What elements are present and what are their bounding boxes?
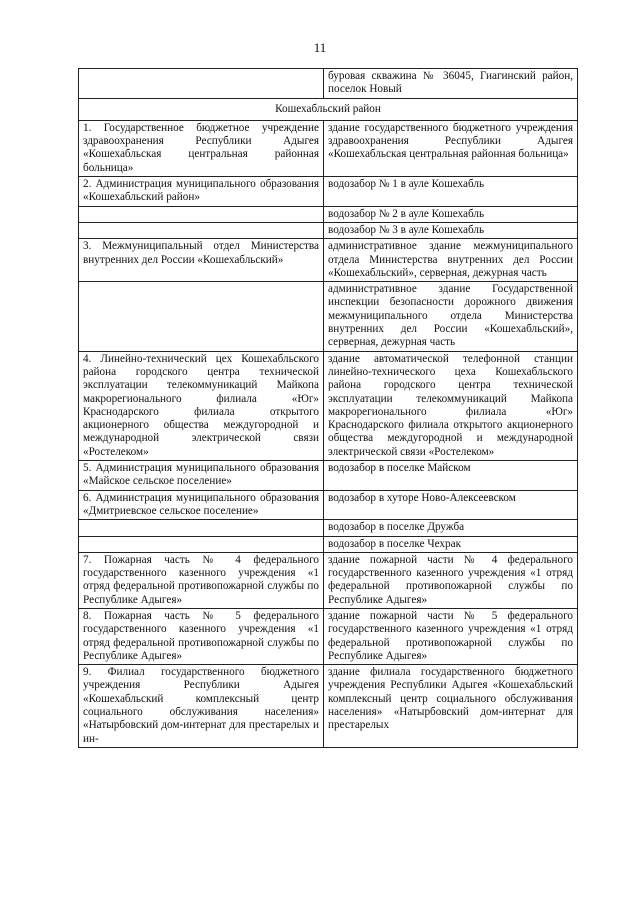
organization-cell: [79, 520, 324, 536]
facilities-table: [78, 68, 578, 748]
page-number: 11: [313, 40, 327, 55]
facility-cell: здание автоматической телефонной станции линейно-технического цеха Кошехабльского района городского центра технической эксплуатации телекоммуникаций Майкопа макрорегионального филиала «Юг» Краснодарского филиала открытого акционерного общества междугородной и международной электрической связи «Ростелеком»: [324, 351, 578, 460]
facility-cell: водозабор № 3 в ауле Кошехабль: [324, 222, 578, 238]
table-row: [79, 552, 578, 608]
organization-cell: 7. Пожарная часть № 4 федерального государственного казенного учреждения «1 отряд федеральной противопожарной службы по Республике Адыгея»: [79, 552, 324, 608]
facility-cell: здание филиала государственного бюджетного учреждения Республики Адыгея «Кошехабльский комплексный центр социального обслуживания населения» «Натырбовский дом-интернат для престарелых: [324, 665, 578, 748]
organization-cell: [79, 206, 324, 222]
organization-cell: 8. Пожарная часть № 5 федерального государственного казенного учреждения «1 отряд федеральной противопожарной службы по Республике Адыгея»: [79, 608, 324, 664]
table-row: [79, 239, 578, 282]
organization-cell: [79, 536, 324, 552]
table-row: [79, 351, 578, 460]
table-row: [79, 206, 578, 222]
organization-cell: 5. Администрация муниципального образования «Майское сельское поселение»: [79, 461, 324, 491]
table-row: [79, 177, 578, 207]
organization-cell: 3. Межмуниципальный отдел Министерства внутренних дел России «Кошехабльский»: [79, 239, 324, 282]
table-row: [79, 520, 578, 536]
organization-cell: [79, 222, 324, 238]
facility-cell: здание пожарной части № 4 федерального государственного казенного учреждения «1 отряд федеральной противопожарной службы по Республике Адыгея»: [324, 552, 578, 608]
table-row: [79, 120, 578, 176]
facility-cell: административное здание Государственной инспекции безопасности дорожного движения межмуниципального отдела Министерства внутренних дел России «Кошехабльский», серверная, дежурная часть: [324, 282, 578, 351]
table-row: [79, 490, 578, 520]
organization-cell: [79, 282, 324, 351]
organization-cell: 9. Филиал государственного бюджетного учреждения Республики Адыгея «Кошехабльский комплексный центр социального обслуживания населения» «Натырбовский дом-интернат для престарелых и ин-: [79, 665, 324, 748]
table-row: [79, 69, 578, 99]
facility-cell: административное здание межмуниципального отдела Министерства внутренних дел России «Кошехабльский», серверная, дежурная часть: [324, 239, 578, 282]
facility-cell: водозабор в хуторе Ново-Алексеевском: [324, 490, 578, 520]
organization-cell: 2. Администрация муниципального образования «Кошехабльский район»: [79, 177, 324, 207]
organization-cell: 1. Государственное бюджетное учреждение здравоохранения Республики Адыгея «Кошехабльская центральная районная больница»: [79, 120, 324, 176]
section-row: [79, 98, 578, 120]
table-row: [79, 536, 578, 552]
organization-cell: 6. Администрация муниципального образования «Дмитриевское сельское поселение»: [79, 490, 324, 520]
facility-cell: здание пожарной части № 5 федерального государственного казенного учреждения «1 отряд федеральной противопожарной службы по Республике Адыгея»: [324, 608, 578, 664]
facility-cell: водозабор в поселке Дружба: [324, 520, 578, 536]
facility-cell: водозабор № 2 в ауле Кошехабль: [324, 206, 578, 222]
facility-cell: водозабор № 1 в ауле Кошехабль: [324, 177, 578, 207]
table-row: [79, 608, 578, 664]
section-title: Кошехабльский район: [79, 98, 578, 120]
table-row: [79, 222, 578, 238]
facility-cell: водозабор в поселке Майском: [324, 461, 578, 491]
table-row: [79, 665, 578, 748]
organization-cell: [79, 69, 324, 99]
facility-cell: водозабор в поселке Чехрак: [324, 536, 578, 552]
organization-cell: 4. Линейно-технический цех Кошехабльского района городского центра технической эксплуатации телекоммуникаций Майкопа макрорегионального филиала «Юг» Краснодарского филиала открытого акционерного общества междугородной и международной электрической связи «Ростелеком»: [79, 351, 324, 460]
table-row: [79, 461, 578, 491]
facility-cell: здание государственного бюджетного учреждения здравоохранения Республики Адыгея «Кошехабльская центральная районная больница»: [324, 120, 578, 176]
facility-cell: буровая скважина № 36045, Гиагинский район, поселок Новый: [324, 69, 578, 99]
table-row: [79, 282, 578, 351]
